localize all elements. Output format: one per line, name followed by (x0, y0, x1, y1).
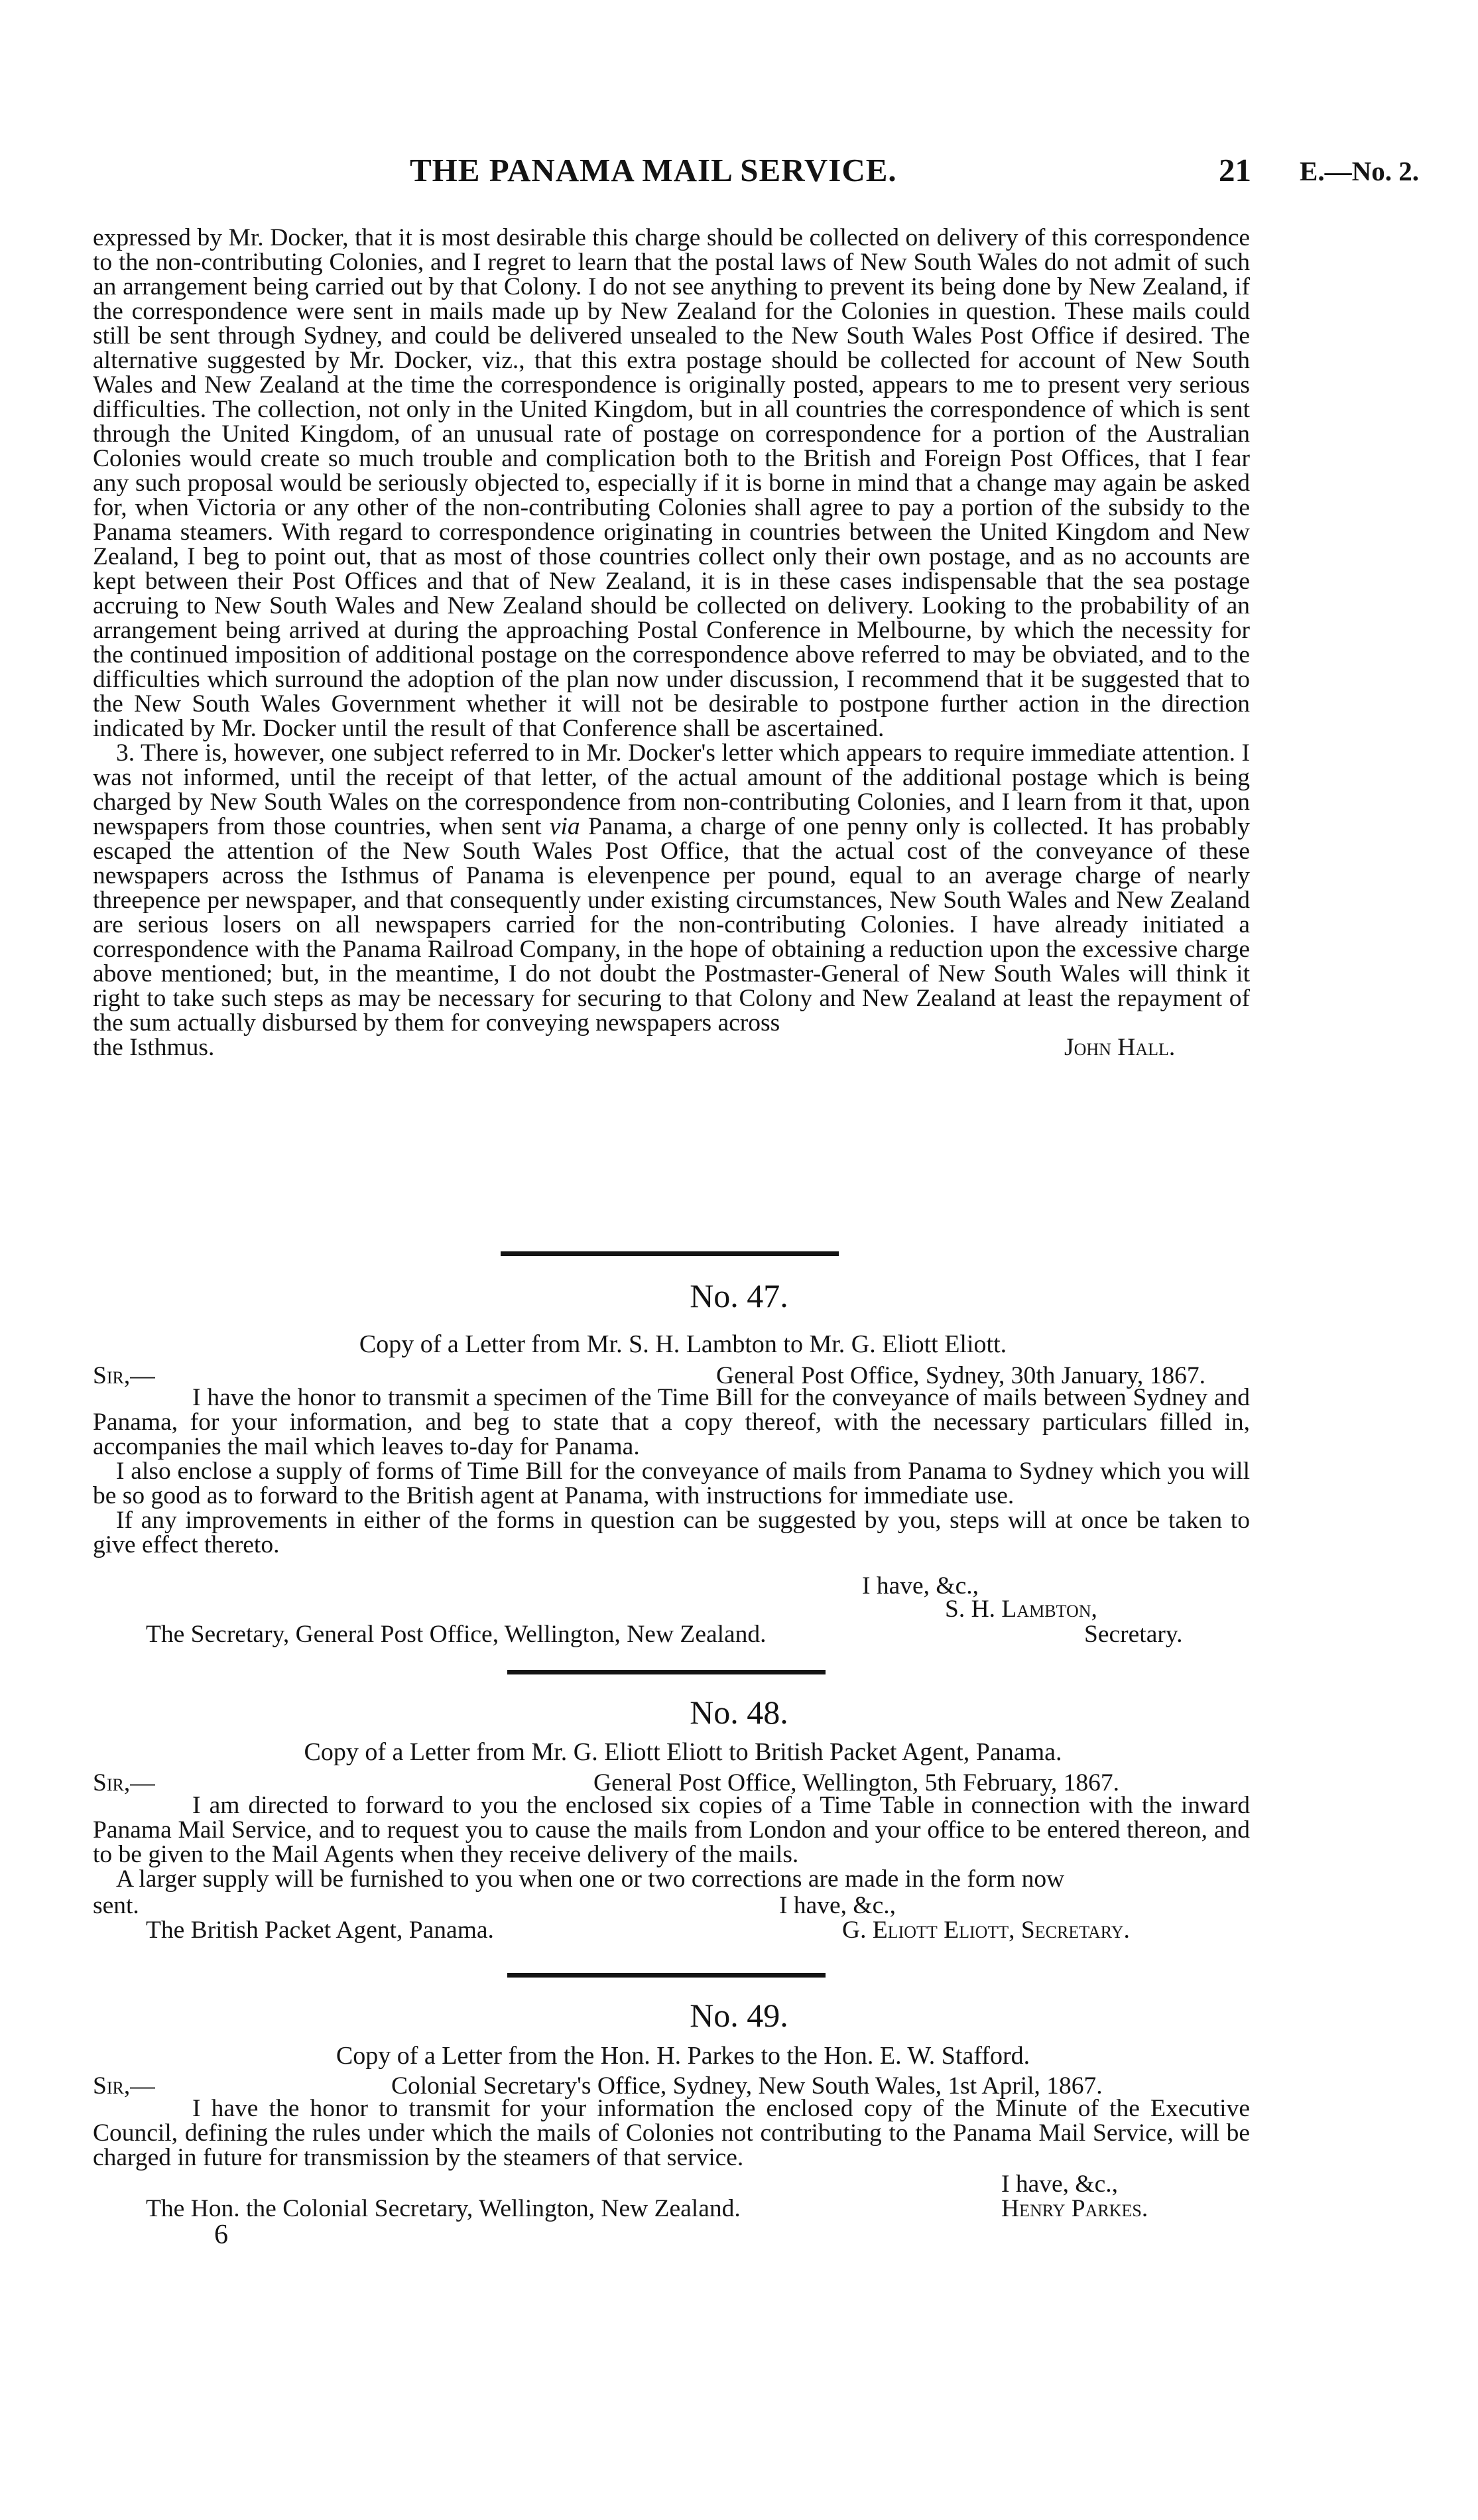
letter-49-signatory: Henry Parkes. (1001, 2195, 1148, 2222)
section-rule (507, 1973, 826, 1978)
letter-48-paragraph-2-end: sent. (93, 1892, 139, 1919)
paper-reference: E.—No. 2. (1300, 156, 1419, 186)
letter-48-signatory: G. Eliott Eliott, Secretary. (842, 1917, 1130, 1944)
page-number: 21 (1219, 152, 1251, 188)
letter-47-number: No. 47. (690, 1277, 788, 1314)
letter-49-paragraph-1: I have the honor to transmit for your information the enclosed copy of the Minute of the Executive Council, defining the rules under which the mails of Colonies not contributing to the Panama Mail Service, will be charged in future for transmission by the steamers of that service. (93, 2095, 1250, 2171)
continuation-paragraph: expressed by Mr. Docker, that it is most desirable this charge should be collected on delivery of this correspondence to the non-contributing Colonies, and I regret to learn that the postal laws of New South Wales do not admit of such an arrangement being carried out by that Colony. I do not see anything to prevent its being done by New Zealand, if the correspondence were sent in mails made up by New Zealand for the Colonies in question. These mails could still be sent through Sydney, and could be delivered unsealed to the New South Wales Post Office if desired. The alternative suggested by Mr. Docker, viz., that this extra postage should be collected for account of New South Wales and New Zealand at the time the correspondence is originally posted, appears to me to present very serious difficulties. The collection, not only in the United Kingdom, but in all countries the correspondence of which is sent through the United Kingdom, of an unusual rate of postage on correspondence for a portion of the Australian Colonies would create so much trouble and complication both to the British and Foreign Post Offices, that I fear any such proposal would be seriously objected to, especially if it is borne in mind that a change may again be asked for, when Victoria or any other of the non-contributing Colonies shall agree to pay a portion of the subsidy to the Panama steamers. With regard to correspondence originating in countries between the United Kingdom and New Zealand, I beg to point out, that as most of those countries collect only their own postage, and as no accounts are kept between their Post Offices and that of New Zealand, it is in these cases indispensable that the sea postage accruing to New South Wales and New Zealand should be collected on delivery. Looking to the probability of an arrangement being arrived at during the approaching Postal Conference in Melbourne, by which the necessity for the continued imposition of additional postage on the correspondence above referred to may be obviated, and to the difficulties which surround the adoption of the plan now under discussion, I recommend that it be suggested that to the New South Wales Government whether it will not be desirable to postpone further action in the direction indicated by Mr. Docker until the result of that Conference shall be ascertained. (93, 224, 1250, 742)
letter-47-addressee: The Secretary, General Post Office, Wellington, New Zealand. (146, 1621, 767, 1648)
letter-47-paragraph-2: I also enclose a supply of forms of Time Bill for the conveyance of mails from Panama to Sydney which you will be so good as to forward to the British agent at Panama, with instructions for immediate use. (93, 1458, 1250, 1509)
closing-text: the Isthmus. (93, 1034, 215, 1061)
letter-48-title: Copy of a Letter from Mr. G. Eliott Eliott to British Packet Agent, Panama. (304, 1738, 1062, 1766)
letter-49-address: Colonial Secretary's Office, Sydney, New South Wales, 1st April, 1867. (391, 2072, 1103, 2100)
letter-49-body (93, 2096, 1250, 2170)
letter-47-title: Copy of a Letter from Mr. S. H. Lambton to Mr. G. Eliott Eliott. (359, 1330, 1007, 1358)
letter-48-salutation: Sir,— (93, 1769, 155, 1796)
letter-49-addressee: The Hon. the Colonial Secretary, Wellington, New Zealand. (146, 2195, 741, 2222)
letter-49-salutation: Sir,— (93, 2072, 155, 2100)
letter-47-salutation: Sir,— (93, 1362, 155, 1389)
letter-48-addressee: The British Packet Agent, Panama. (146, 1917, 494, 1944)
letter-47-paragraph-3: If any improvements in either of the forms in question can be suggested by you, steps will at once be taken to give effect thereto. (93, 1507, 1250, 1558)
letter-47-paragraph-1: I have the honor to transmit a specimen of the Time Bill for the conveyance of mails between Sydney and Panama, for your information, and beg to state that a copy thereof, with the necessary particulars filled in, accompanies the mail which leaves to-day for Panama. (93, 1384, 1250, 1460)
signature-mark: 6 (214, 2220, 228, 2250)
letter-47-signatory: S. H. Lambton, (945, 1596, 1097, 1623)
letter-49-title: Copy of a Letter from the Hon. H. Parkes to the Hon. E. W. Stafford. (336, 2042, 1030, 2070)
letter-49-number: No. 49. (690, 1997, 788, 2034)
letter-48-closing: I have, &c., (779, 1892, 896, 1919)
letter-48-number: No. 48. (690, 1694, 788, 1731)
letter-49-closing: I have, &c., (1001, 2171, 1118, 2198)
closing-line (93, 1035, 1250, 1060)
letter-48-address: General Post Office, Wellington, 5th February, 1867. (593, 1769, 1120, 1796)
section-rule (507, 1670, 826, 1674)
running-title: THE PANAMA MAIL SERVICE. (410, 152, 897, 188)
letter-47-address: General Post Office, Sydney, 30th January, 1867. (716, 1362, 1206, 1389)
section-rule (501, 1251, 839, 1256)
letter-48-paragraph-1: I am directed to forward to you the enclosed six copies of a Time Table in connection with the inward Panama Mail Service, and to request you to cause the mails from London and your office to be entered thereon, and to be given to the Mail Agents when they receive delivery of the mails. (93, 1792, 1250, 1868)
letter-48-paragraph-2: A larger supply will be furnished to you when one or two corrections are made in the form now (116, 1865, 1065, 1893)
paragraph-3-part-b: Panama, a charge of one penny only is collected. It has probably escaped the attention of the New South Wales Post Office, that the actual cost of the conveyance of these newspapers across the Isthmus of Panama is elevenpence per pound, equal to an average charge of nearly threepence per newspaper, and that consequently under existing circumstances, New South Wales and New Zealand are serious losers on all newspapers carried for the non-contributing Colonies. I have already initiated a correspondence with the Panama Railroad Company, in the hope of obtaining a reduction upon the excessive charge above mentioned; but, in the meantime, I do not doubt the Postmaster-General of New South Wales will think it right to take such steps as may be necessary for securing to that Colony and New Zealand at least the repayment of the sum actually disbursed by them for conveying newspapers across (93, 813, 1250, 1037)
letter-47-signatory-title: Secretary. (1084, 1621, 1183, 1648)
letter-47-closing: I have, &c., (862, 1572, 979, 1600)
running-head (0, 151, 1478, 198)
letter-47-body (93, 1385, 1250, 1557)
signature-john-hall: John Hall. (1064, 1034, 1176, 1061)
letter-48-body (93, 1793, 1250, 1891)
paragraph-3-part-a: 3. There is, however, one subject referred to in Mr. Docker's letter which appears to require immediate attention. I was not informed, until the receipt of that letter, of the actual amount of the additional postage which is being charged by New South Wales on the correspondence from non-contributing Colonies, and I learn from it that, upon newspapers from those countries, when sent (93, 739, 1250, 840)
continuation-letter (93, 225, 1250, 1060)
via-italic: via (549, 813, 580, 840)
paragraph-3 (93, 741, 1250, 1035)
